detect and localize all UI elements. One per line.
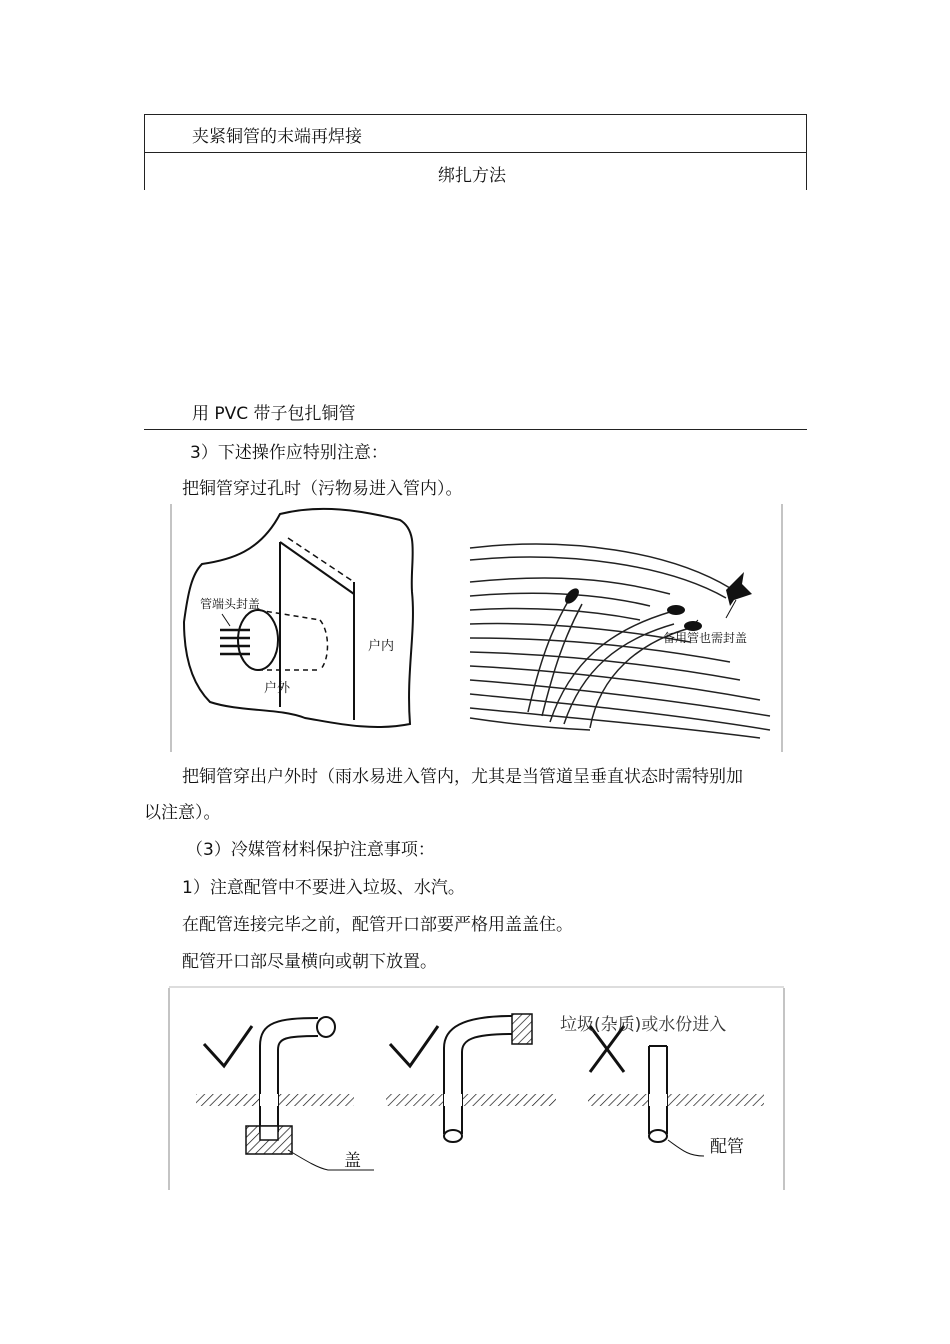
table-right-border [806, 114, 807, 190]
paragraph-no-dirt: 1）注意配管中不要进入垃圾、水汽。 [182, 878, 465, 898]
table-row-binding-method: 绑扎方法 [438, 166, 506, 186]
paragraph-cover-opening: 在配管连接完毕之前，配管开口部要严格用盖盖住。 [182, 915, 573, 935]
section-rule [144, 429, 807, 430]
paragraph-outdoor-line2: 以注意）。 [144, 803, 221, 823]
paragraph-through-hole: 把铜管穿过孔时（污物易进入管内）。 [182, 479, 463, 499]
table-row-clamp-weld: 夹紧铜管的末端再焊接 [192, 127, 362, 147]
paragraph-orientation: 配管开口部尽量横向或朝下放置。 [182, 952, 437, 972]
label-outdoor: 户外 [264, 681, 291, 696]
table-mid-border [144, 152, 807, 153]
label-spare-pipe-cap: 备用管也需封盖 [663, 631, 748, 645]
paragraph-heading-3: （3）冷媒管材料保护注意事项： [186, 840, 435, 860]
label-indoor: 户内 [368, 639, 395, 654]
figure-pipe-through-wall [170, 502, 785, 754]
label-pipe-end-cap: 管端头封盖 [200, 597, 261, 611]
table-left-border [144, 114, 145, 190]
label-pipe: 配管 [710, 1137, 744, 1157]
label-cover: 盖 [344, 1151, 361, 1171]
paragraph-outdoor-line1: 把铜管穿出户外时（雨水易进入管内，尤其是当管道呈垂直状态时需特别加 [182, 767, 743, 787]
label-dirt-water-enters: 垃圾(杂质)或水份进入 [560, 1015, 727, 1035]
table-top-border [144, 114, 807, 115]
pvc-wrap-caption: 用 PVC 带子包扎铜管 [192, 404, 356, 424]
figure-pipe-opening-orientation [168, 986, 786, 1192]
paragraph-caution: 3）下述操作应特别注意： [190, 443, 388, 463]
